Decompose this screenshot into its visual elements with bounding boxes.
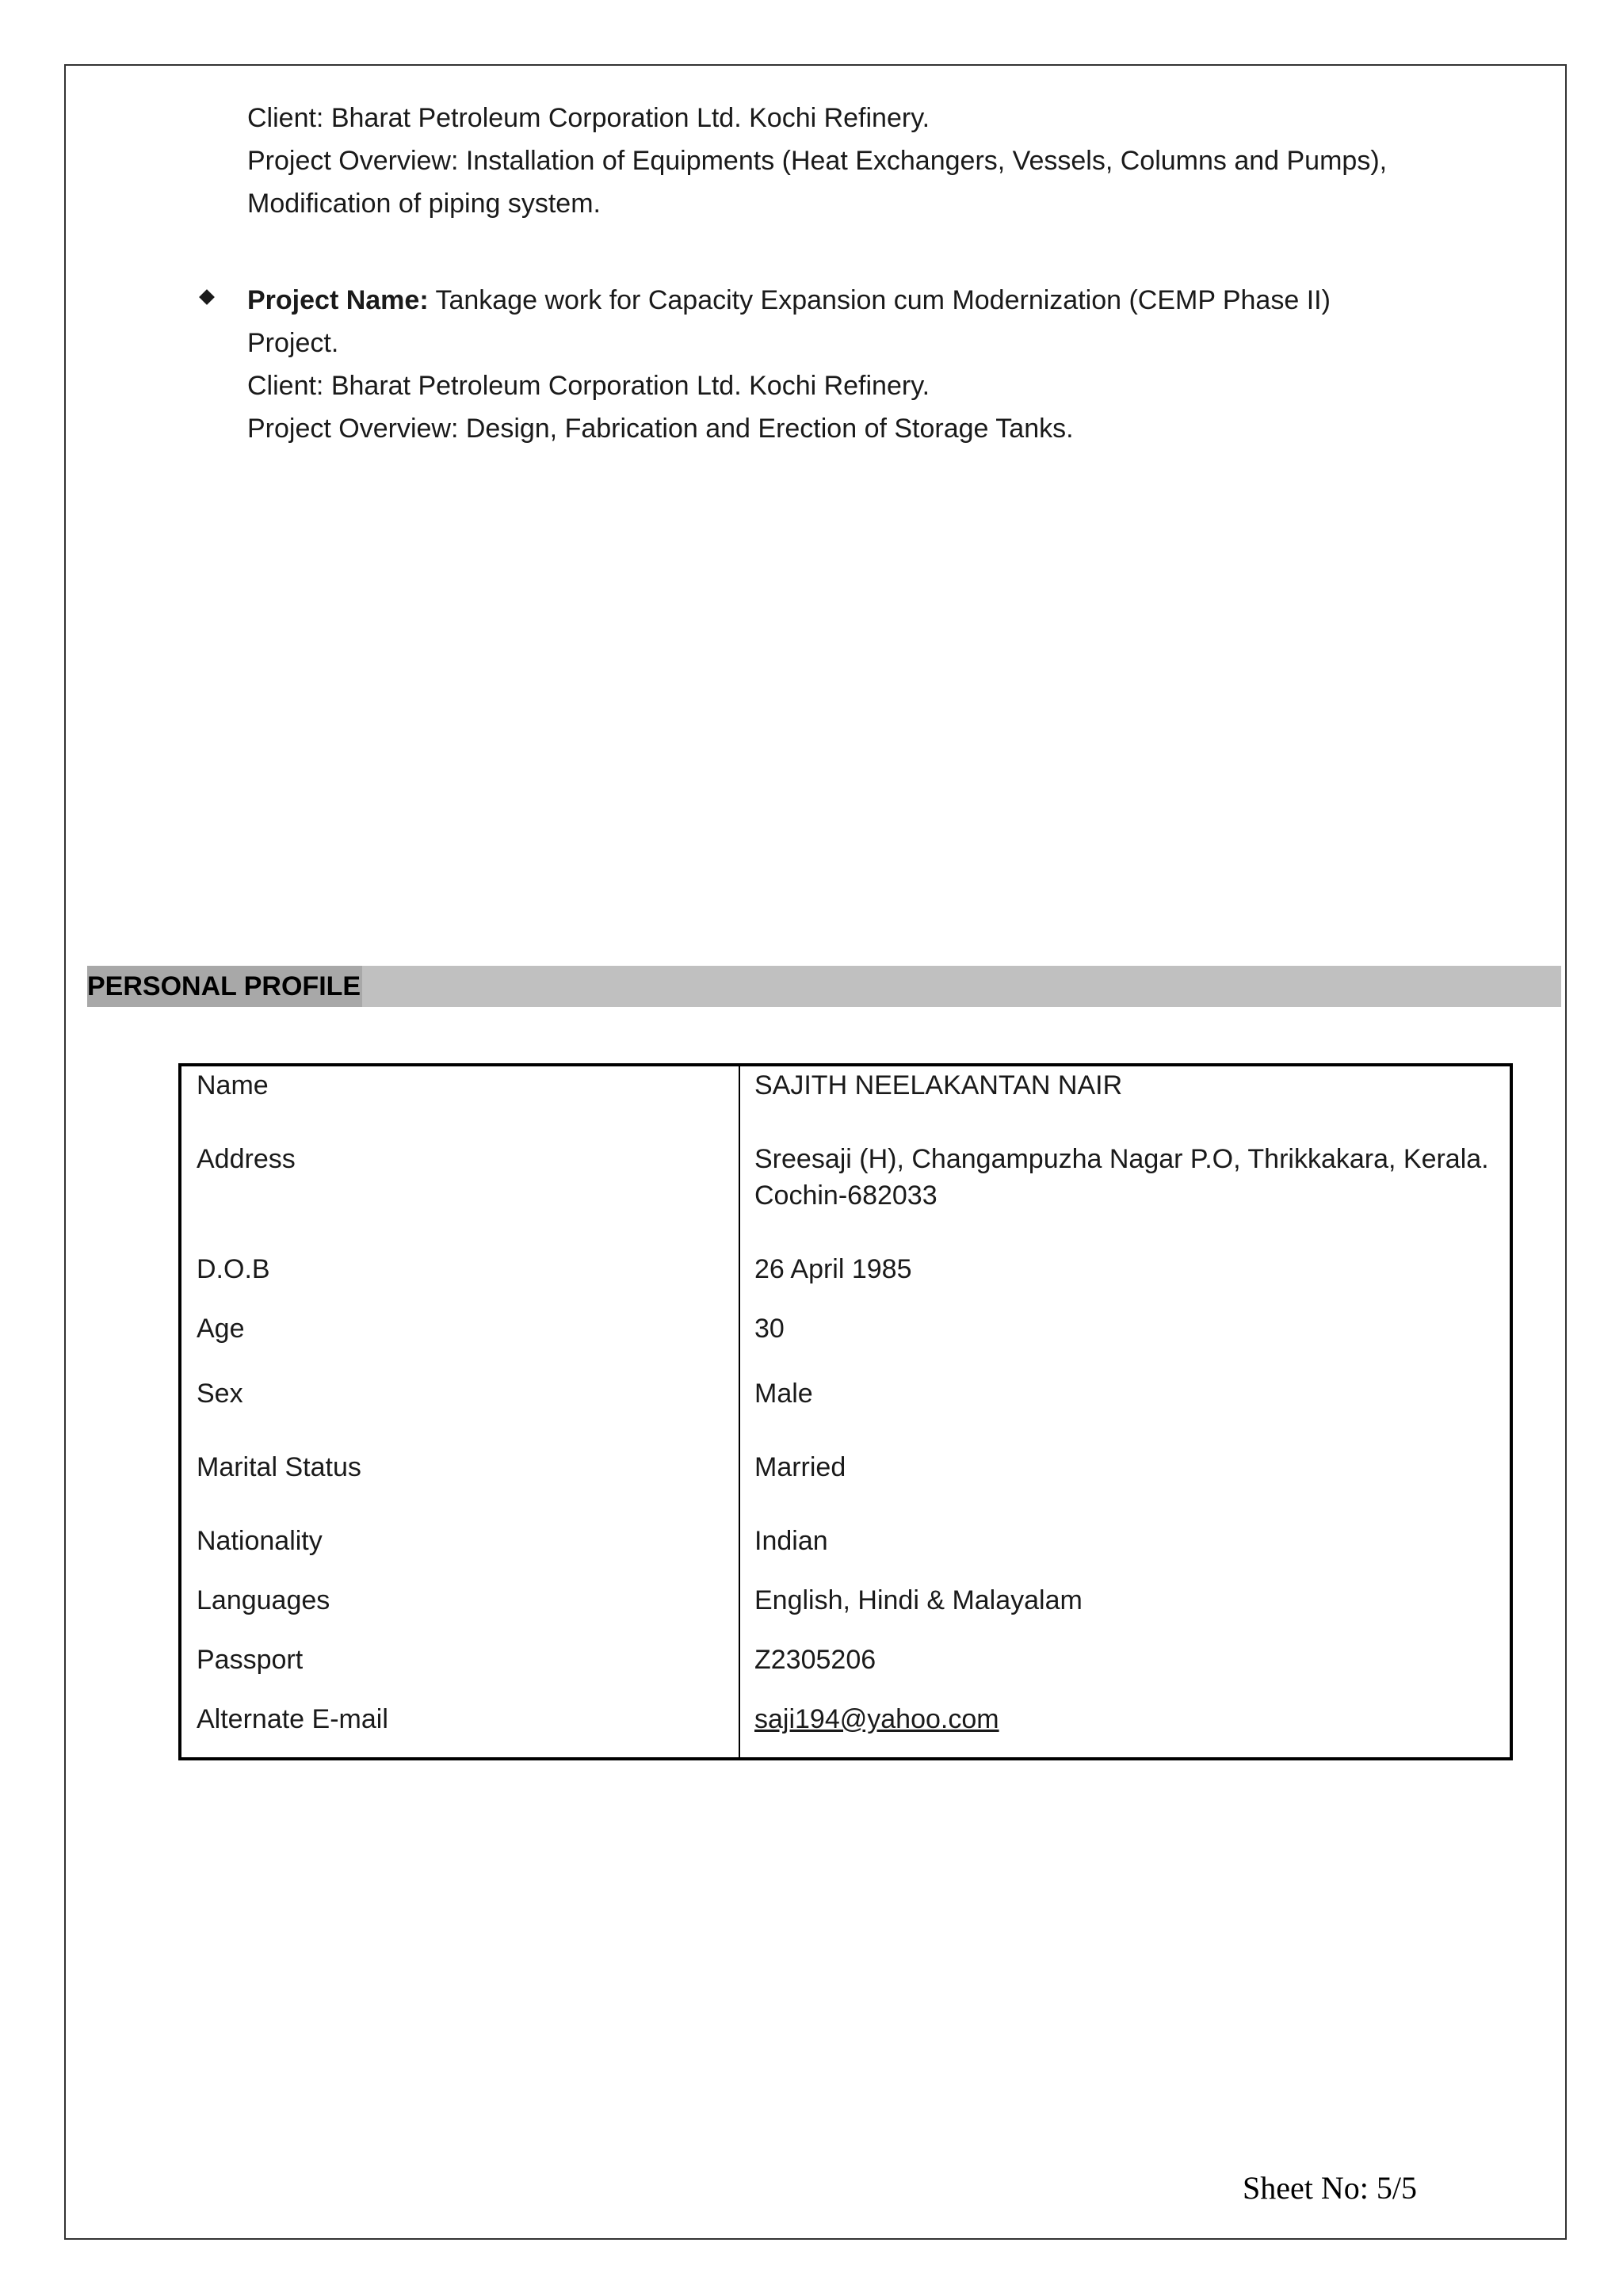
profile-label-alternate-email: Alternate E-mail <box>197 1704 388 1734</box>
profile-value-alternate-email[interactable] <box>754 1701 999 1737</box>
profile-label-marital-status: Marital Status <box>197 1452 361 1482</box>
project-name-value: Tankage work for Capacity Expansion cum Modernization (CEMP Phase II) <box>428 285 1331 315</box>
project-overview-line: Project Overview: Design, Fabrication and Erection of Storage Tanks. <box>247 414 1074 444</box>
sheet-number: Sheet No: 5/5 <box>1243 2170 1417 2206</box>
profile-label-dob: D.O.B <box>197 1254 270 1284</box>
profile-label-passport: Passport <box>197 1645 304 1675</box>
profile-value-nationality: Indian <box>754 1526 828 1556</box>
project-name-label: Project Name: <box>247 285 429 315</box>
profile-label-nationality: Nationality <box>197 1526 323 1556</box>
profile-label-address: Address <box>197 1144 296 1174</box>
profile-value-passport: Z2305206 <box>754 1645 876 1675</box>
project-overview-line: Project Overview: Installation of Equipments (Heat Exchangers, Vessels, Columns and Pumps), <box>247 146 1388 176</box>
email-link[interactable]: saji194@yahoo.com <box>754 1704 999 1734</box>
project-name-continuation: Project. <box>247 328 339 358</box>
profile-value-sex: Male <box>754 1379 813 1409</box>
table-column-divider <box>739 1063 740 1760</box>
project-client-line: Client: Bharat Petroleum Corporation Ltd. Kochi Refinery. <box>247 371 930 401</box>
project-name-line <box>247 279 1331 322</box>
section-heading: PERSONAL PROFILE <box>87 966 362 1007</box>
profile-label-sex: Sex <box>197 1379 243 1409</box>
project-overview-continuation: Modification of piping system. <box>247 189 601 219</box>
profile-label-age: Age <box>197 1314 245 1344</box>
profile-value-address-line2: Cochin-682033 <box>754 1180 938 1211</box>
profile-value-languages: English, Hindi & Malayalam <box>754 1585 1083 1615</box>
profile-value-age: 30 <box>754 1314 785 1344</box>
project-client-line: Client: Bharat Petroleum Corporation Ltd. Kochi Refinery. <box>247 103 930 133</box>
profile-value-name: SAJITH NEELAKANTAN NAIR <box>754 1070 1123 1100</box>
profile-label-name: Name <box>197 1070 269 1100</box>
profile-value-marital-status: Married <box>754 1452 846 1482</box>
profile-value-address: Sreesaji (H), Changampuzha Nagar P.O, Thrikkakara, Kerala. <box>754 1144 1489 1174</box>
profile-value-dob: 26 April 1985 <box>754 1254 912 1284</box>
profile-label-languages: Languages <box>197 1585 330 1615</box>
